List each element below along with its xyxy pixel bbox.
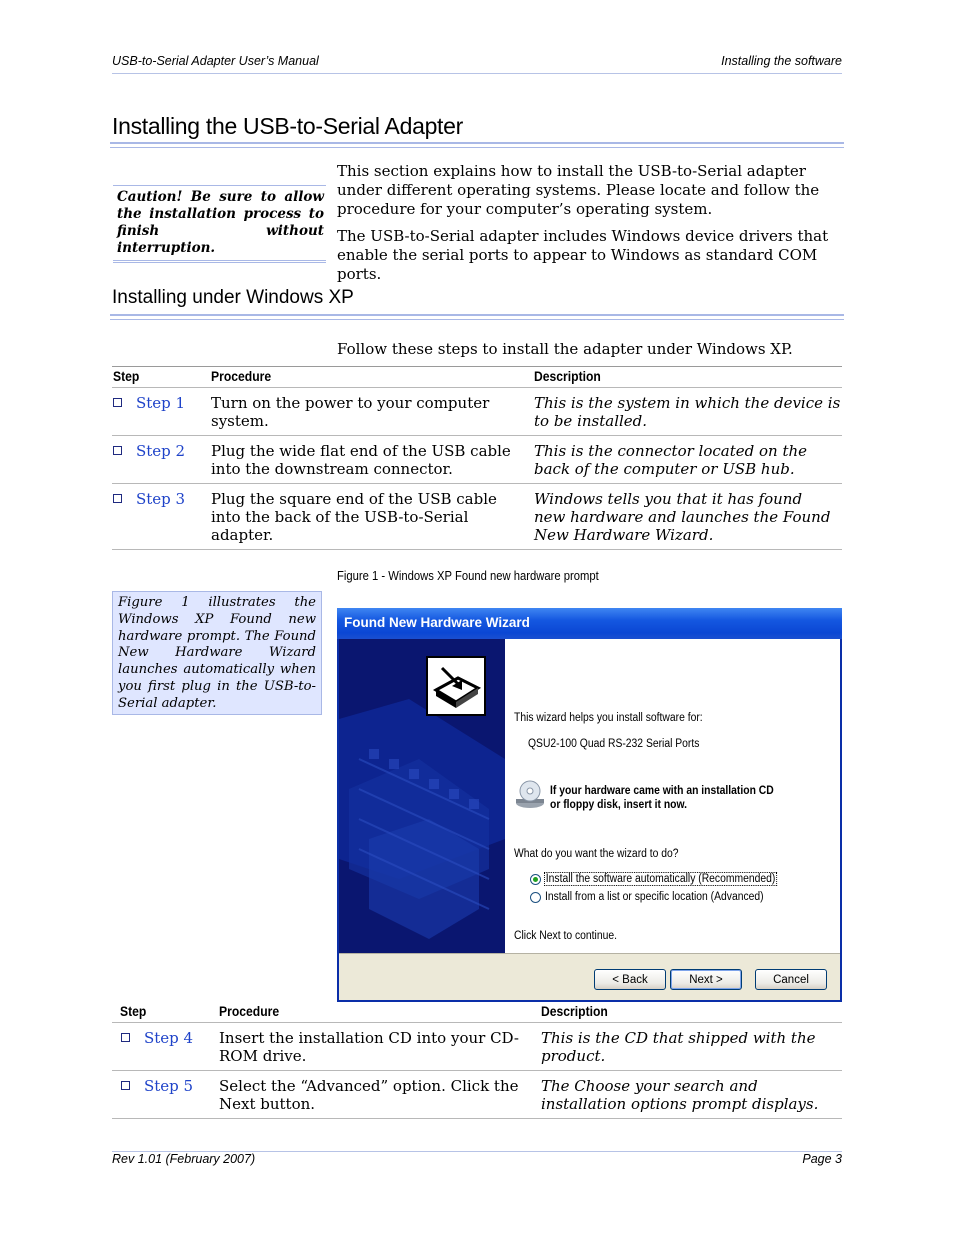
device-name: QSU2-100 Quad RS-232 Serial Ports [528,738,700,750]
radio-install-auto[interactable] [530,874,541,885]
option-install-auto[interactable]: Install the software automatically (Recommended) [545,873,776,885]
table-b-header-procedure: Procedure [219,1004,280,1019]
step-label[interactable]: Step 2 [136,442,186,460]
table-a-top-rule [112,366,842,367]
option-install-list[interactable]: Install from a list or specific location (Advanced) [545,891,764,903]
subsection-title-rule [110,314,844,320]
table-b-header-rule [112,1022,842,1023]
found-new-hardware-dialog [337,608,842,1002]
cd-drive-icon [514,779,546,811]
checkbox-icon[interactable] [121,1033,130,1042]
table-row[interactable] [113,442,185,460]
next-button[interactable]: Next > [670,969,742,990]
row-rule [112,1070,842,1071]
table-row[interactable] [113,394,185,412]
wizard-question: What do you want the wizard to do? [514,848,679,860]
table-row[interactable] [121,1077,193,1095]
step-description: The Choose your search and installation options prompt displays. [541,1077,819,1113]
figure-note [112,591,322,715]
table-b-header-step: Step [120,1004,147,1019]
running-footer-left: Rev 1.01 (February 2007) [112,1152,256,1166]
checkbox-icon[interactable] [113,494,122,503]
row-rule [112,435,842,436]
step-label[interactable]: Step 4 [144,1029,194,1047]
section-title: Installing the USB-to-Serial Adapter [112,113,464,139]
dialog-body [339,639,840,953]
step-procedure: Plug the wide flat end of the USB cable into the downstream connector. [211,442,511,478]
step-label[interactable]: Step 1 [136,394,186,412]
intro-paragraph-1: This section explains how to install the USB-to-Serial adapter under different operating systems. Please locate and follow the procedure for your computer’s operating system. [337,162,820,218]
intro-paragraph-2: The USB-to-Serial adapter includes Windows device drivers that enable the serial ports to appear to Windows as standard COM ports. [337,227,829,283]
radio-install-list[interactable] [530,892,541,903]
subsection-title: Installing under Windows XP [112,287,354,308]
helps-text: This wizard helps you install software for: [514,712,703,724]
header-rule [112,73,842,74]
cd-instruction-line-1: If your hardware came with an installation CD [550,785,774,797]
wizard-side-panel [339,639,505,953]
checkbox-icon[interactable] [113,446,122,455]
step-procedure: Select the “Advanced” option. Click the Next button. [219,1077,519,1113]
hardware-wizard-icon [426,656,486,716]
figure-note-text: Figure 1 illustrates the Windows XP Found new hardware prompt. The Found New Hardware Wizard launches automatically when you first plug in the USB-to-Serial adapter. [118,595,316,711]
continue-text: Click Next to continue. [514,930,617,942]
page-number: Page 3 [802,1152,842,1166]
running-header-right: Installing the software [721,54,842,68]
section-title-rule [110,142,844,148]
step-description: This is the system in which the device is to be installed. [534,394,841,430]
cancel-button[interactable]: Cancel [755,969,827,990]
caution-note [113,185,326,263]
dialog-title: Found New Hardware Wizard [344,615,530,630]
step-procedure: Turn on the power to your computer system. [211,394,490,430]
table-a-header-procedure: Procedure [211,369,272,384]
table-row[interactable] [113,490,185,508]
back-button[interactable]: < Back [594,969,666,990]
table-b-header-description: Description [541,1004,608,1019]
row-rule [112,1118,842,1119]
table-a-header-rule [112,387,842,388]
table-row[interactable] [121,1029,193,1047]
row-rule [112,549,842,550]
checkbox-icon[interactable] [113,398,122,407]
figure-caption: Figure 1 - Windows XP Found new hardware prompt [337,569,599,583]
checkbox-icon[interactable] [121,1081,130,1090]
step-procedure: Plug the square end of the USB cable into the back of the USB-to-Serial adapter. [211,490,497,544]
table-a-header-description: Description [534,369,601,384]
running-header-left: USB-to-Serial Adapter User’s Manual [112,54,319,68]
dialog-button-bar [339,953,840,1000]
step-label[interactable]: Step 5 [144,1077,194,1095]
step-description: This is the connector located on the back of the computer or USB hub. [534,442,808,478]
step-label[interactable]: Step 3 [136,490,186,508]
follow-text: Follow these steps to install the adapter under Windows XP. [337,340,793,358]
step-procedure: Insert the installation CD into your CD-ROM drive. [219,1029,519,1065]
dialog-titlebar[interactable] [337,608,842,639]
table-a-header-step: Step [113,369,140,384]
step-description: Windows tells you that it has found new hardware and launches the Found New Hardware Wizard. [534,490,831,544]
cd-instruction-line-2: or floppy disk, insert it now. [550,799,688,811]
step-description: This is the CD that shipped with the product. [541,1029,816,1065]
caution-text: Caution! Be sure to allow the installation process to finish without interruption. [117,189,324,256]
row-rule [112,483,842,484]
